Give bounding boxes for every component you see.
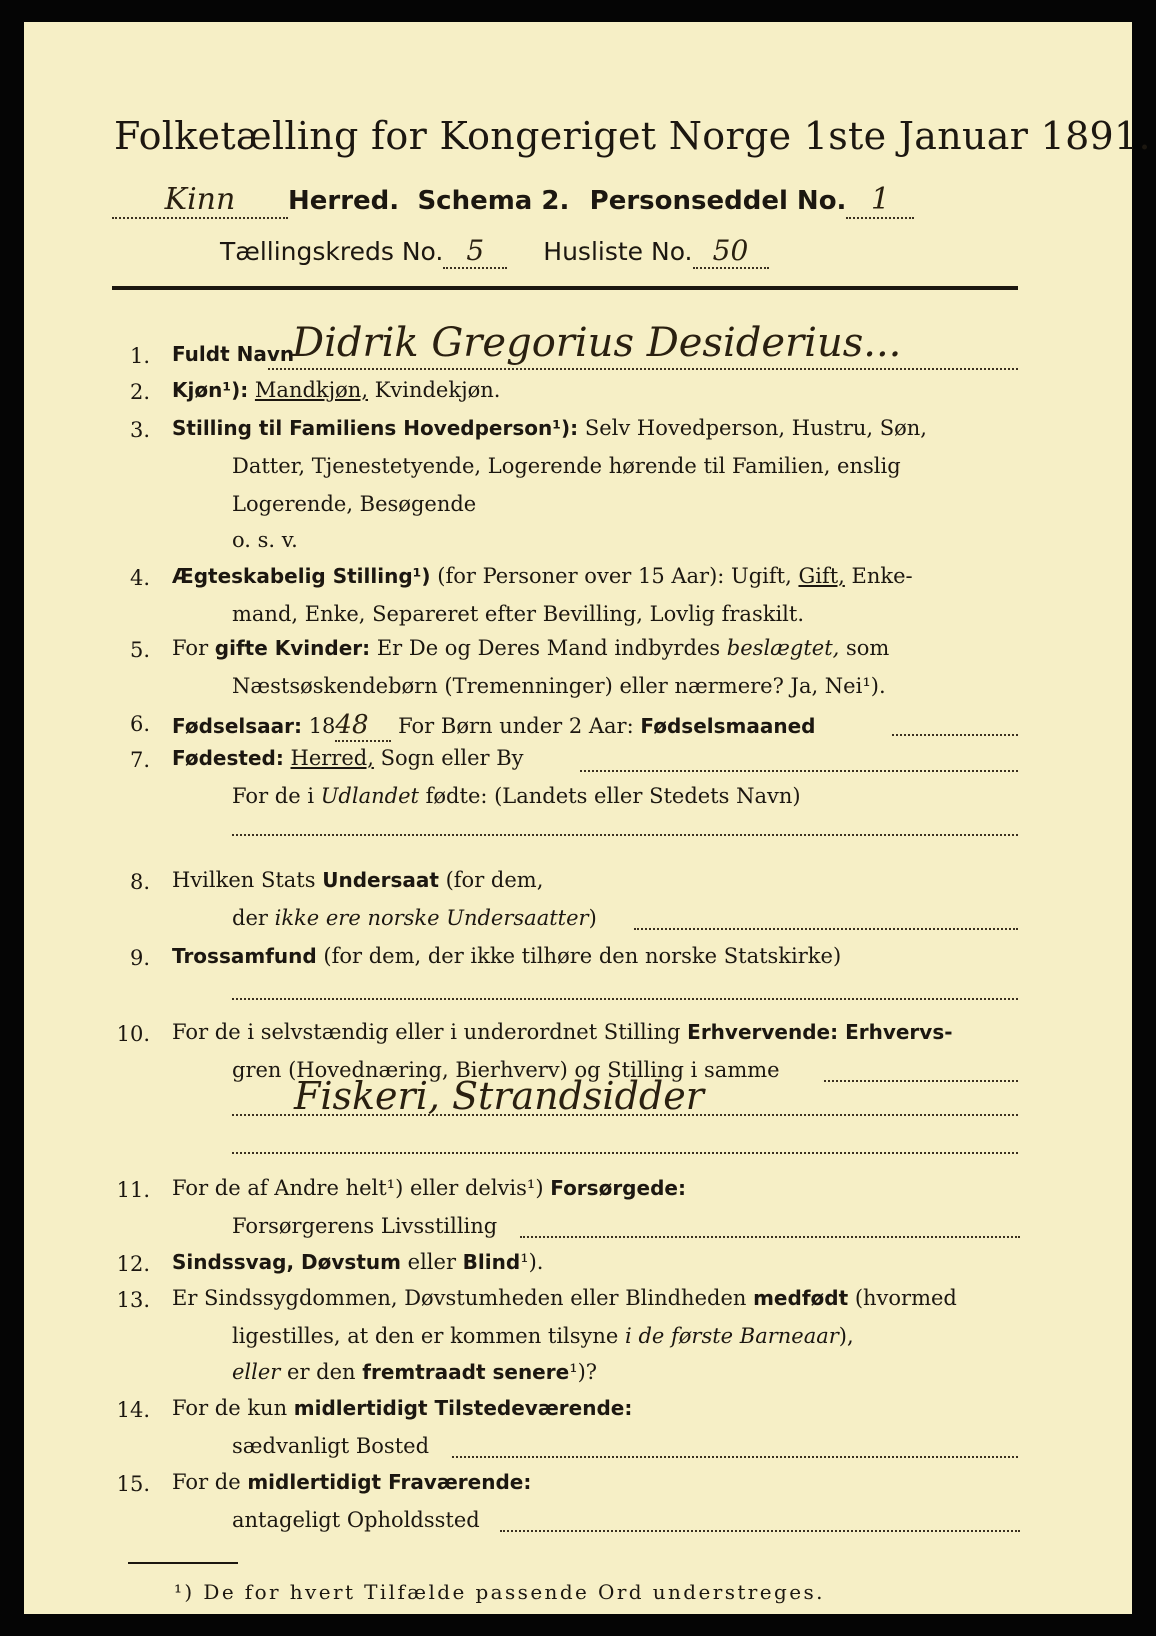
- item-4-line-1: Ægteskabelig Stilling¹) (for Personer over 15 Aar): Ugift, Gift, Enke-: [172, 564, 913, 588]
- item-14-line-2: sædvanligt Bosted: [232, 1434, 430, 1458]
- husliste-label: Husliste No.: [543, 237, 693, 266]
- item-13-line-2: ligestilles, at den er kommen tilsyne i de første Barneaar),: [232, 1324, 854, 1348]
- item-number: 11.: [116, 1178, 150, 1202]
- erhverv-value: Fiskeri, Strandsidder: [294, 1074, 704, 1118]
- item-number: 8.: [129, 870, 150, 894]
- dotted-leader: [500, 1530, 1020, 1532]
- item-3-line-1: Stilling til Familiens Hovedperson¹): Selv Hovedperson, Hustru, Søn,: [172, 416, 927, 440]
- fuldt-navn-value: Didrik Gregorius Desiderius...: [292, 320, 902, 366]
- item-number: 15.: [116, 1472, 150, 1496]
- husliste-value: 50: [693, 234, 769, 269]
- item-15-line-2: antageligt Opholdssted: [232, 1508, 480, 1532]
- item-5-line-1: For gifte Kvinder: Er De og Deres Mand indbyrdes beslægtet, som: [172, 636, 890, 660]
- herred-line: [112, 182, 914, 219]
- personseddel-label: Personseddel No.: [589, 186, 847, 216]
- herred-value: Kinn: [112, 182, 288, 219]
- schema-label: Schema 2.: [417, 186, 570, 216]
- dotted-leader: [232, 1152, 1018, 1154]
- item-2-text: Kjøn¹): Mandkjøn, Kvindekjøn.: [172, 378, 501, 402]
- dotted-leader: [232, 834, 1018, 836]
- footnote: ¹) De for hvert Tilfælde passende Ord understreges.: [174, 1580, 825, 1604]
- item-14-line-1: For de kun midlertidigt Tilstedeværende:: [172, 1396, 633, 1420]
- item-number: 9.: [129, 946, 150, 970]
- item-11-line-1: For de af Andre helt¹) eller delvis¹) Forsørgede:: [172, 1176, 686, 1200]
- item-number: 6.: [129, 712, 150, 736]
- item-9-text: Trossamfund (for dem, der ikke tilhøre den norske Statskirke): [172, 944, 842, 968]
- item-number: 14.: [116, 1398, 150, 1422]
- dotted-leader: [452, 1456, 1018, 1458]
- dotted-leader: [892, 734, 1018, 736]
- item-8-line-2: der ikke ere norske Undersaatter): [232, 906, 597, 930]
- item-number: 13.: [116, 1288, 150, 1312]
- dotted-leader: [580, 770, 1018, 772]
- dotted-leader: [634, 928, 1018, 930]
- item-number: 2.: [129, 380, 150, 404]
- item-number: 12.: [116, 1252, 150, 1276]
- item-number: 5.: [129, 638, 150, 662]
- item-3-line-3: Logerende, Besøgende: [232, 492, 477, 516]
- item-15-line-1: For de midlertidigt Fraværende:: [172, 1470, 532, 1494]
- kreds-line: [220, 234, 769, 269]
- item-number: 3.: [129, 418, 150, 442]
- personseddel-value: 1: [846, 182, 914, 219]
- item-10-line-1: For de i selvstændig eller i underordnet Stilling Erhvervende: Erhvervs-: [172, 1020, 953, 1044]
- dotted-leader: [824, 1080, 1018, 1082]
- item-10-line-2: gren (Hovednæring, Bierhverv) og Stilling i samme: [232, 1058, 780, 1082]
- dotted-leader: [520, 1236, 1020, 1238]
- item-3-line-4: o. s. v.: [232, 528, 298, 552]
- herred-label: Herred.: [288, 186, 400, 216]
- item-3-line-2: Datter, Tjenestetyende, Logerende hørende til Familien, enslig: [232, 454, 901, 478]
- item-11-line-2: Forsørgerens Livsstilling: [232, 1214, 498, 1238]
- item-6-text: Fødselsaar: 1848 For Børn under 2 Aar: Fødselsmaaned: [172, 710, 816, 740]
- form-title: Folketælling for Kongeriget Norge 1ste Januar 1891.: [114, 114, 1151, 158]
- item-13-line-3: eller er den fremtraadt senere¹)?: [232, 1360, 598, 1384]
- item-4-line-2: mand, Enke, Separeret efter Bevilling, Lovlig fraskilt.: [232, 602, 805, 626]
- fodselsaar-value: 48: [335, 710, 391, 742]
- kreds-value: 5: [443, 234, 507, 269]
- header-rule: [112, 286, 1018, 290]
- item-1-label: Fuldt Navn: [172, 342, 295, 366]
- item-8-line-1: Hvilken Stats Undersaat (for dem,: [172, 868, 544, 892]
- item-number: 4.: [129, 566, 150, 590]
- item-number: 1.: [129, 344, 150, 368]
- census-form-page: [24, 22, 1151, 1614]
- item-number: 7.: [129, 748, 150, 772]
- item-7-line-1: Fødested: Herred, Sogn eller By: [172, 746, 524, 770]
- dotted-leader: [268, 368, 1018, 370]
- item-7-line-2: For de i Udlandet fødte: (Landets eller Stedets Navn): [232, 784, 801, 808]
- dotted-leader: [232, 998, 1018, 1000]
- footnote-rule: [128, 1562, 238, 1564]
- item-number: 10.: [116, 1022, 150, 1046]
- item-12-text: Sindssvag, Døvstum eller Blind¹).: [172, 1250, 544, 1274]
- kreds-label: Tællingskreds No.: [220, 237, 444, 266]
- item-13-line-1: Er Sindssygdommen, Døvstumheden eller Blindheden medfødt (hvormed: [172, 1286, 957, 1310]
- item-5-line-2: Næstsøskendebørn (Tremenninger) eller nærmere? Ja, Nei¹).: [232, 674, 886, 698]
